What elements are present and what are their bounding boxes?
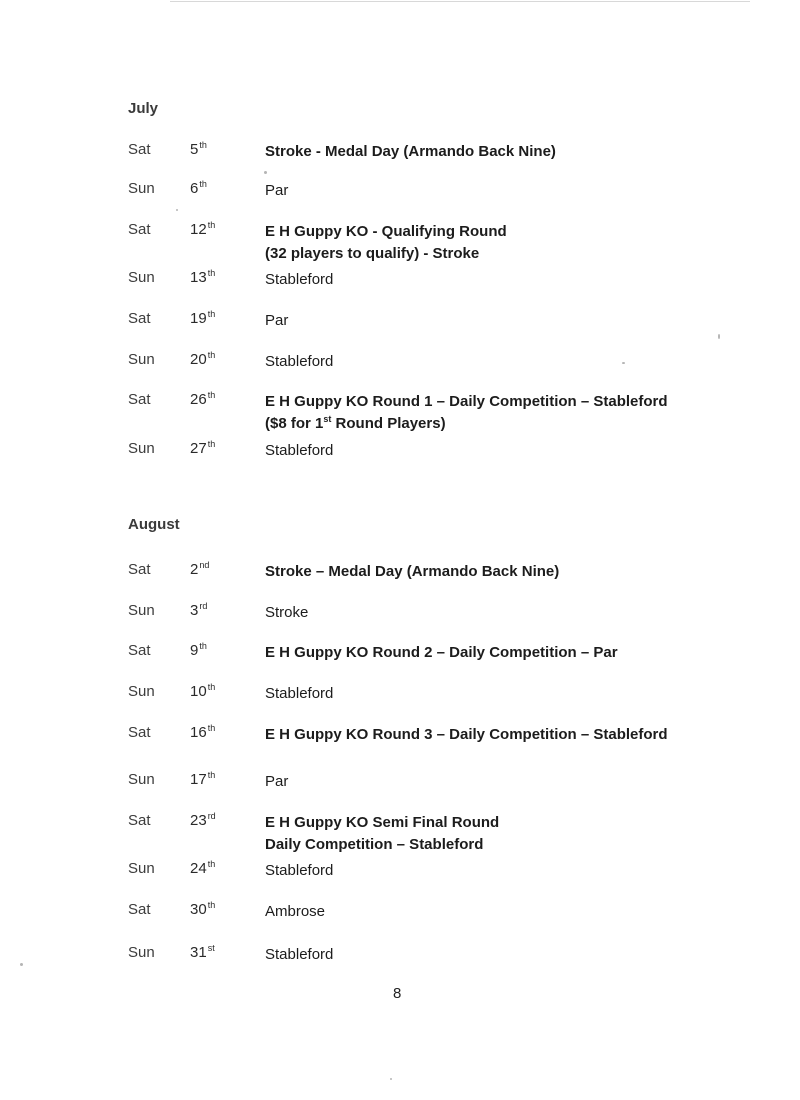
scan-speck <box>718 334 720 339</box>
row-day: Sat <box>128 221 151 238</box>
scan-speck <box>176 209 178 211</box>
row-event: E H Guppy KO - Qualifying Round (32 players to qualify) - Stroke <box>265 223 507 262</box>
row-day: Sat <box>128 310 151 327</box>
row-date: 26th <box>190 390 216 408</box>
row-date: 6th <box>190 179 207 197</box>
row-day: Sat <box>128 561 151 578</box>
month-heading-august: August <box>128 516 180 533</box>
row-event: Stableford <box>265 442 334 459</box>
row-day: Sun <box>128 440 155 457</box>
row-date: 27th <box>190 439 216 457</box>
row-event: Stableford <box>265 862 334 879</box>
row-event: Stroke <box>265 604 309 621</box>
row-date: 2nd <box>190 560 210 578</box>
row-event: Stableford <box>265 271 334 288</box>
row-event: Stableford <box>265 946 334 963</box>
row-date: 9th <box>190 641 207 659</box>
row-day: Sun <box>128 602 155 619</box>
row-day: Sun <box>128 860 155 877</box>
row-day: Sun <box>128 683 155 700</box>
row-date: 3rd <box>190 601 208 619</box>
row-day: Sun <box>128 180 155 197</box>
row-day: Sat <box>128 724 151 741</box>
scan-edge-line <box>170 1 750 2</box>
row-event: Stableford <box>265 353 334 370</box>
row-day: Sat <box>128 642 151 659</box>
row-date: 13th <box>190 268 216 286</box>
row-date: 30th <box>190 900 216 918</box>
row-date: 31st <box>190 943 215 961</box>
row-date: 23rd <box>190 811 216 829</box>
row-day: Sun <box>128 351 155 368</box>
page-number: 8 <box>393 985 402 1002</box>
row-date: 12th <box>190 220 216 238</box>
row-day: Sat <box>128 391 151 408</box>
row-day: Sat <box>128 901 151 918</box>
row-date: 5th <box>190 140 207 158</box>
row-event: Stroke – Medal Day (Armando Back Nine) <box>265 563 560 580</box>
row-day: Sat <box>128 812 151 829</box>
row-date: 17th <box>190 770 216 788</box>
row-date: 24th <box>190 859 216 877</box>
row-day: Sat <box>128 141 151 158</box>
row-event: Par <box>265 182 289 199</box>
row-date: 19th <box>190 309 216 327</box>
row-event: Par <box>265 773 289 790</box>
scan-speck <box>390 1078 392 1080</box>
row-date: 16th <box>190 723 216 741</box>
row-event: E H Guppy KO Round 1 – Daily Competition – Stableford ($8 for 1st Round Players) <box>265 393 668 432</box>
row-event: Par <box>265 312 289 329</box>
row-day: Sun <box>128 944 155 961</box>
scan-speck <box>264 171 267 174</box>
row-day: Sun <box>128 771 155 788</box>
row-day: Sun <box>128 269 155 286</box>
row-event: E H Guppy KO Round 3 – Daily Competition – Stableford <box>265 726 668 743</box>
scan-speck <box>622 362 625 364</box>
row-event: E H Guppy KO Semi Final Round Daily Competition – Stableford <box>265 814 500 853</box>
row-event: Stableford <box>265 685 334 702</box>
scan-speck <box>20 963 23 966</box>
row-date: 10th <box>190 682 216 700</box>
row-event: Stroke - Medal Day (Armando Back Nine) <box>265 143 556 160</box>
row-date: 20th <box>190 350 216 368</box>
row-event: Ambrose <box>265 903 326 920</box>
month-heading-july: July <box>128 100 159 117</box>
row-event: E H Guppy KO Round 2 – Daily Competition – Par <box>265 644 618 661</box>
